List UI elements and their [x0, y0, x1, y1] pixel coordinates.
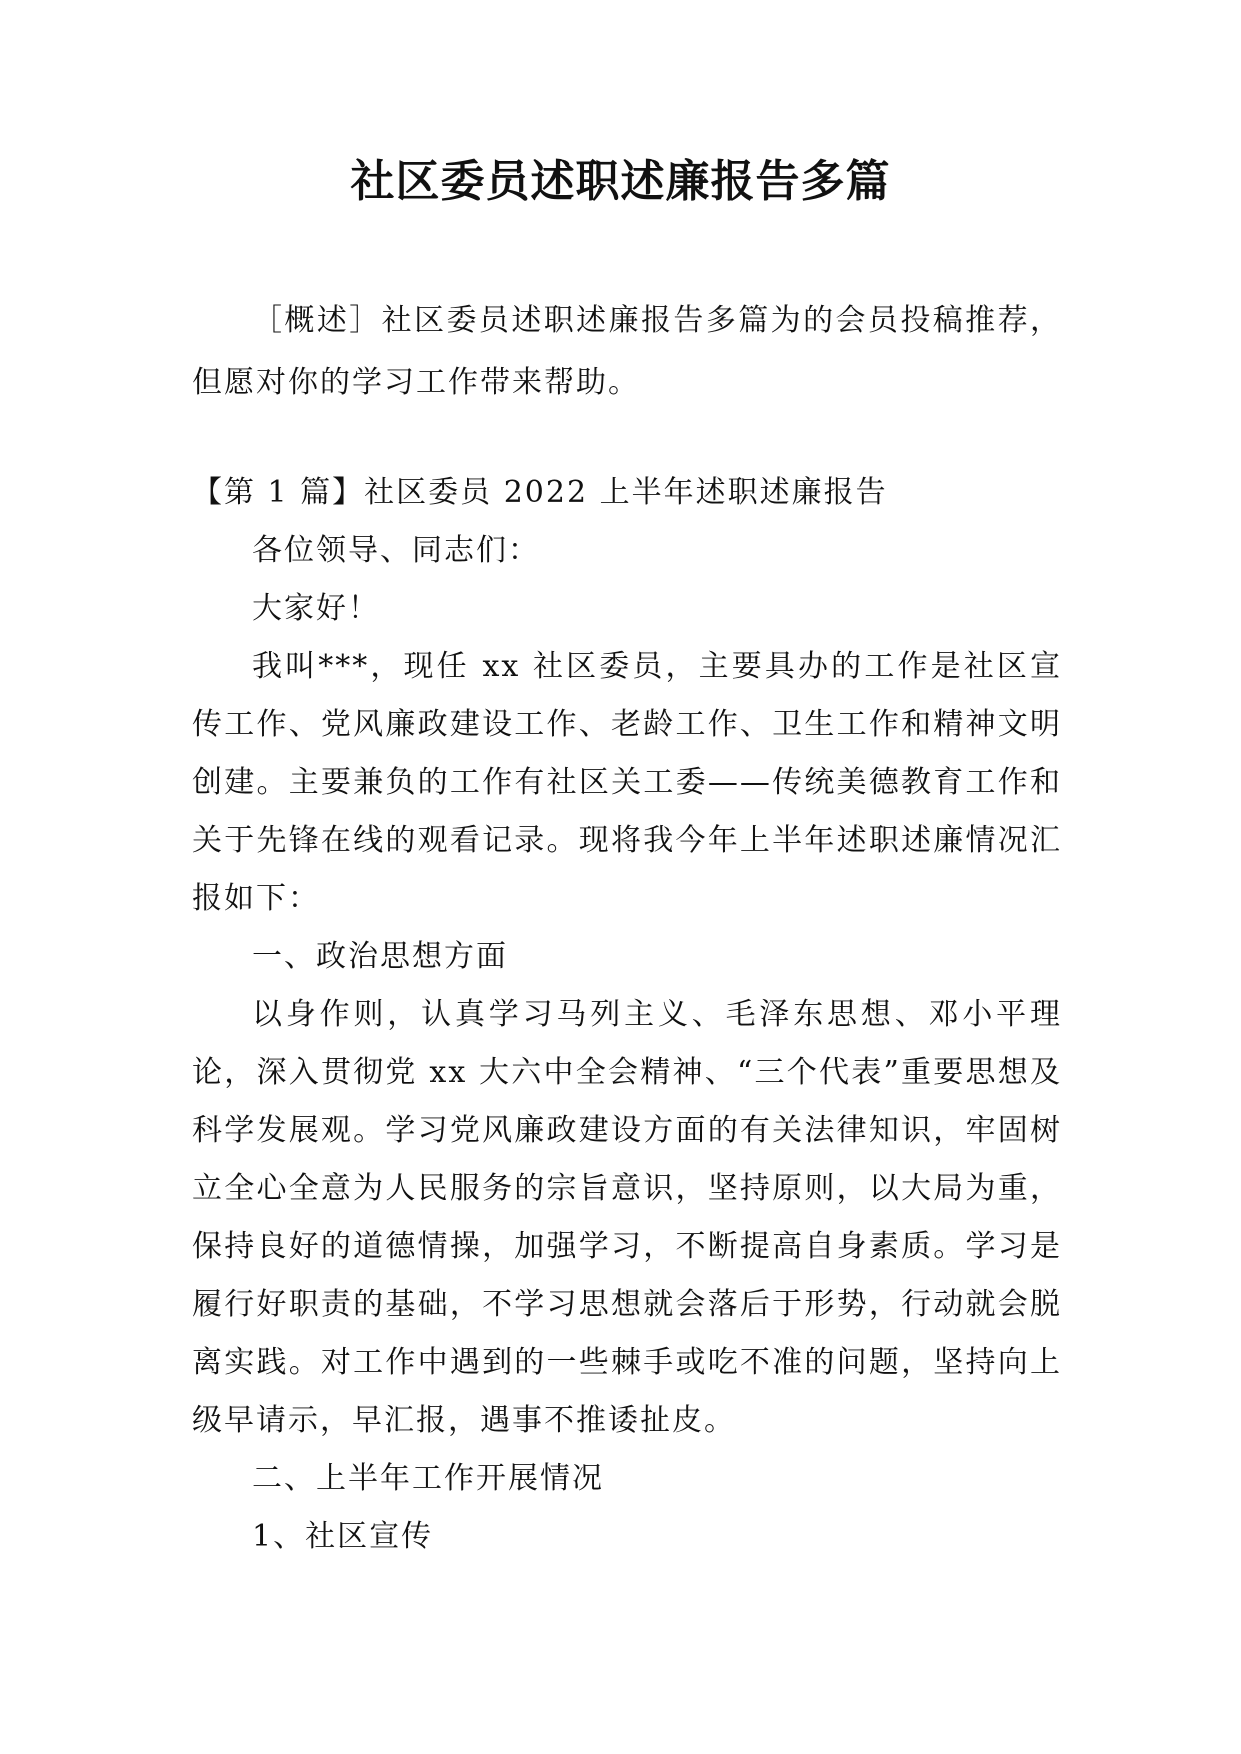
greeting: 大家好！	[252, 591, 380, 626]
subheading: 一、政治思想方面	[252, 939, 508, 974]
summary-text: ［概述］社区委员述职述廉报告多篇为的会员投稿推荐，但愿对你的学习工作带来帮助。	[192, 303, 1062, 400]
subheading: 二、上半年工作开展情况	[252, 1461, 604, 1496]
body-paragraph: 以身作则，认真学习马列主义、毛泽东思想、邓小平理论，深入贯彻党 xx 大六中全会精神、“三个代表”重要思想及科学发展观。学习党风廉政建设方面的有关法律知识，牢固树立全心全意为人民服务的宗旨意识，坚持原则，以大局为重，保持良好的道德情操，加强学习，不断提高自身素质。学习是履行好职责的基础，不学习思想就会落后于形势，行动就会脱离实践。对工作中遇到的一些棘手或吃不准的问题，坚持向上级早请示，早汇报，遇事不推诿扯皮。	[192, 997, 1062, 1438]
list-item: 1、社区宣传	[252, 1519, 434, 1554]
section-heading: 【第 1 篇】社区委员 2022 上半年述职述廉报告	[192, 475, 888, 510]
salutation: 各位领导、同志们：	[252, 533, 540, 568]
document-title: 社区委员述职述廉报告多篇	[350, 156, 891, 207]
summary-paragraph	[192, 290, 1062, 414]
document-body	[192, 464, 1062, 1566]
body-paragraph: 我叫***，现任 xx 社区委员，主要具办的工作是社区宣传工作、党风廉政建设工作、老龄工作、卫生工作和精神文明创建。主要兼负的工作有社区关工委——传统美德教育工作和关于先锋在线的观看记录。现将我今年上半年述职述廉情况汇报如下：	[192, 649, 1062, 916]
